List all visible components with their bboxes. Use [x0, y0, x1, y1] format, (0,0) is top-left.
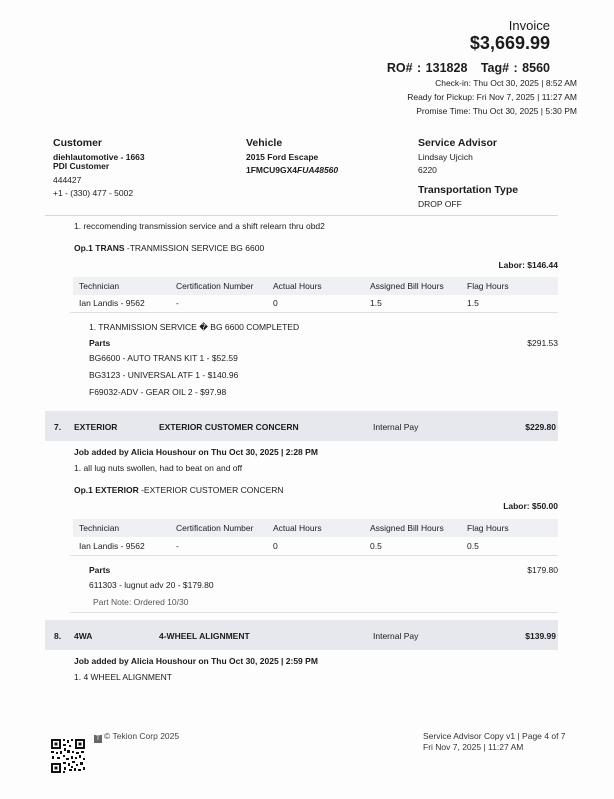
job-number: 8. [54, 631, 62, 641]
customer-id: 444427 [53, 175, 82, 185]
parts-total: $179.80 [527, 565, 558, 575]
divider [45, 215, 558, 216]
job-number: 7. [54, 422, 62, 432]
job-note: 1. 4 WHEEL ALIGNMENT [74, 672, 172, 682]
col-certification: Certification Number [176, 281, 254, 291]
transport-heading: Transportation Type [418, 184, 519, 196]
col-flag-hours: Flag Hours [467, 281, 509, 291]
advisor-name: Lindsay Ujcich [418, 152, 473, 162]
parts-total: $291.53 [527, 338, 558, 348]
part-line: BG6600 - AUTO TRANS KIT 1 - $52.59 [89, 353, 238, 363]
completion-note: 1. TRANMISSION SERVICE � BG 6600 COMPLETED [89, 322, 300, 332]
tech-cert: - [176, 541, 179, 551]
job-description: 4-WHEEL ALIGNMENT [159, 631, 250, 641]
part-line: F69032-ADV - GEAR OIL 2 - $97.98 [89, 387, 227, 397]
promise-time: Promise Time: Thu Oct 30, 2025 | 5:30 PM [416, 106, 577, 116]
invoice-total: $3,669.99 [469, 33, 550, 53]
job-amount: $229.80 [525, 422, 556, 432]
col-flag-hours: Flag Hours [467, 523, 509, 533]
tech-actual: 0 [273, 541, 278, 551]
tech-assigned: 1.5 [370, 298, 382, 308]
checkin-time: Check-in: Thu Oct 30, 2025 | 8:52 AM [435, 78, 577, 88]
footer-copy-info: Service Advisor Copy v1 | Page 4 of 7 [423, 731, 566, 741]
footer-copyright [94, 731, 179, 743]
row-rule [70, 612, 558, 613]
job-header-row [45, 620, 558, 650]
col-certification: Certification Number [176, 523, 254, 533]
ro-number: RO# : 131828 [386, 61, 468, 75]
vehicle-vin [246, 165, 338, 175]
col-actual-hours: Actual Hours [273, 523, 322, 533]
qr-code [50, 738, 86, 774]
ro-tag-line [387, 61, 550, 75]
tech-cert: - [176, 298, 179, 308]
col-assigned-hours: Assigned Bill Hours [370, 281, 444, 291]
footer-date: Fri Nov 7, 2025 | 11:27 AM [423, 742, 524, 752]
customer-type: PDI Customer [53, 161, 110, 171]
vin-suffix: FUA48560 [297, 165, 339, 175]
parts-heading: Parts [89, 338, 111, 348]
job-added-info: Job added by Alicia Houshour on Thu Oct 30, 2025 | 2:59 PM [74, 656, 318, 666]
doc-title: Invoice [508, 18, 550, 33]
advisor-heading: Service Advisor [418, 137, 497, 149]
op-code: Op.1 TRANS [74, 243, 125, 253]
op-code: Op.1 EXTERIOR [74, 485, 139, 495]
job-added-info: Job added by Alicia Houshour on Thu Oct 30, 2025 | 2:28 PM [74, 447, 318, 457]
op-desc: -EXTERIOR CUSTOMER CONCERN [138, 485, 284, 495]
advisor-number: 6220 [418, 165, 437, 175]
vin-prefix: 1FMCU9GX4 [246, 165, 298, 175]
transport-value: DROP OFF [418, 199, 462, 209]
tag-number: Tag# : 8560 [480, 61, 550, 75]
labor-amount: Labor: $146.44 [498, 260, 558, 270]
pay-type: Internal Pay [373, 631, 419, 641]
job-description: EXTERIOR CUSTOMER CONCERN [159, 422, 299, 432]
job-note: 1. all lug nuts swollen, had to beat on and off [74, 463, 243, 473]
job-code: 4WA [74, 631, 93, 641]
col-actual-hours: Actual Hours [273, 281, 322, 291]
part-line: BG3123 - UNIVERSAL ATF 1 - $140.96 [89, 370, 239, 380]
ready-time: Ready for Pickup: Fri Nov 7, 2025 | 11:27 AM [407, 92, 577, 102]
job-header-row [45, 411, 558, 441]
tech-name: Ian Landis - 9562 [79, 298, 145, 308]
job-amount: $139.99 [525, 631, 556, 641]
tekion-logo-icon: T [94, 735, 102, 743]
job-code: EXTERIOR [74, 422, 118, 432]
part-line: 611303 - lugnut adv 20 - $179.80 [89, 580, 214, 590]
parts-heading: Parts [89, 565, 111, 575]
vehicle-heading: Vehicle [246, 137, 283, 149]
row-rule [70, 312, 558, 313]
tech-actual: 0 [273, 298, 278, 308]
op-line [74, 485, 284, 495]
tech-flag: 1.5 [467, 298, 479, 308]
tech-name: Ian Landis - 9562 [79, 541, 145, 551]
op-desc: -TRANMISSION SERVICE BG 6600 [124, 243, 265, 253]
copyright-text: © Tekion Corp 2025 [104, 731, 180, 741]
part-note: Part Note: Ordered 10/30 [93, 597, 189, 607]
tech-flag: 0.5 [467, 541, 479, 551]
labor-amount: Labor: $50.00 [503, 501, 558, 511]
customer-name: diehlautomotive - 1663 [53, 152, 145, 162]
row-rule [70, 555, 558, 556]
customer-heading: Customer [53, 137, 103, 149]
job-note: 1. reccomending transmission service and a shift relearn thru obd2 [74, 221, 325, 231]
tech-assigned: 0.5 [370, 541, 382, 551]
col-technician: Technician [79, 281, 120, 291]
customer-phone: +1 - (330) 477 - 5002 [53, 188, 134, 198]
col-technician: Technician [79, 523, 120, 533]
pay-type: Internal Pay [373, 422, 419, 432]
col-assigned-hours: Assigned Bill Hours [370, 523, 444, 533]
vehicle-model: 2015 Ford Escape [246, 152, 319, 162]
op-line [74, 243, 264, 253]
